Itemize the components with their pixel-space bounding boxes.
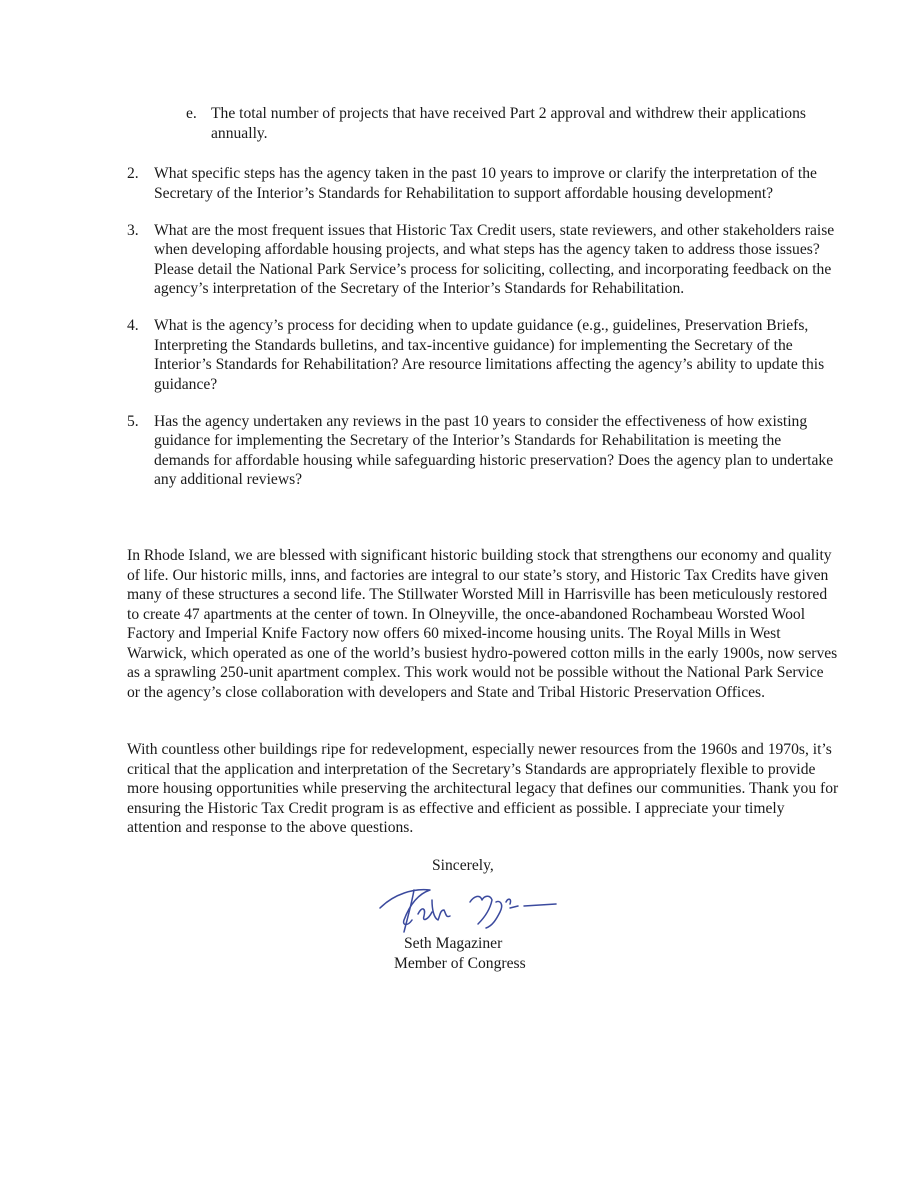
question-text: Has the agency undertaken any reviews in the past 10 years to consider the effectiveness of how existing guidance for implementing the Secretary of the Interior’s Standards for Rehabilitation is meeting the demands for affordable housing while safeguarding historic preservation? Does the agency plan to undertake any additional reviews?	[154, 412, 834, 488]
sub-list-text: The total number of projects that have received Part 2 approval and withdrew their applications annually.	[211, 105, 806, 142]
signer-name: Seth Magaziner	[404, 935, 503, 952]
question-number: 3.	[127, 221, 139, 239]
signer-title: Member of Congress	[394, 955, 526, 972]
question-text: What is the agency’s process for deciding when to update guidance (e.g., guidelines, Preservation Briefs, Interpreting the Standards bulletins, and tax-incentive guidance) for implementing the Secretary of the Interior’s Standards for Rehabilitation? Are resource limitations affecting the agency’s ability to update this guidance?	[154, 317, 825, 393]
question-item	[127, 164, 837, 203]
question-list	[127, 164, 837, 507]
question-item	[127, 221, 837, 299]
question-text: What are the most frequent issues that Historic Tax Credit users, state reviewers, and other stakeholders raise when developing affordable housing projects, and what steps has the agency taken to address those issues? Please detail the National Park Service’s process for soliciting, collecting, and incorporating feedback on the agency’s interpretation of the Secretary of the Interior’s Standards for Rehabilitation.	[154, 221, 835, 297]
question-number: 2.	[127, 165, 139, 182]
closing-salutation: Sincerely,	[432, 857, 494, 874]
sub-list-marker: e.	[186, 105, 197, 122]
question-item	[127, 316, 837, 394]
signature-image	[374, 880, 574, 936]
sub-list-item-e	[186, 104, 826, 143]
body-paragraph-rhode-island: In Rhode Island, we are blessed with significant historic building stock that strengthens our economy and quality of life. Our historic mills, inns, and factories are integral to our state’s story, and Historic Tax Credits have given many of these structures a second life. The Stillwater Worsted Mill in Harrisville has been meticulously restored to create 47 apartments at the center of town. In Olneyville, the once-abandoned Rochambeau Worsted Wool Factory and Imperial Knife Factory now offers 60 mixed-income housing units. The Royal Mills in West Warwick, which operated as one of the world’s busiest hydro-powered cotton mills in the early 1900s, now serves as a sprawling 250-unit apartment complex. This work would not be possible without the National Park Service or the agency’s close collaboration with developers and State and Tribal Historic Preservation Offices.	[127, 547, 838, 701]
question-text: What specific steps has the agency taken in the past 10 years to improve or clarify the interpretation of the Secretary of the Interior’s Standards for Rehabilitation to support affordable housing development?	[154, 165, 817, 202]
question-number: 4.	[127, 317, 139, 334]
body-paragraph-closing: With countless other buildings ripe for redevelopment, especially newer resources from the 1960s and 1970s, it’s critical that the application and interpretation of the Secretary’s Standards are appropriately flexible to provide more housing opportunities while preserving the architectural legacy that defines our communities. Thank you for ensuring the Historic Tax Credit program is as effective and efficient as possible. I appreciate your timely attention and response to the above questions.	[127, 741, 839, 836]
question-number: 5.	[127, 412, 139, 430]
question-item	[127, 412, 837, 490]
